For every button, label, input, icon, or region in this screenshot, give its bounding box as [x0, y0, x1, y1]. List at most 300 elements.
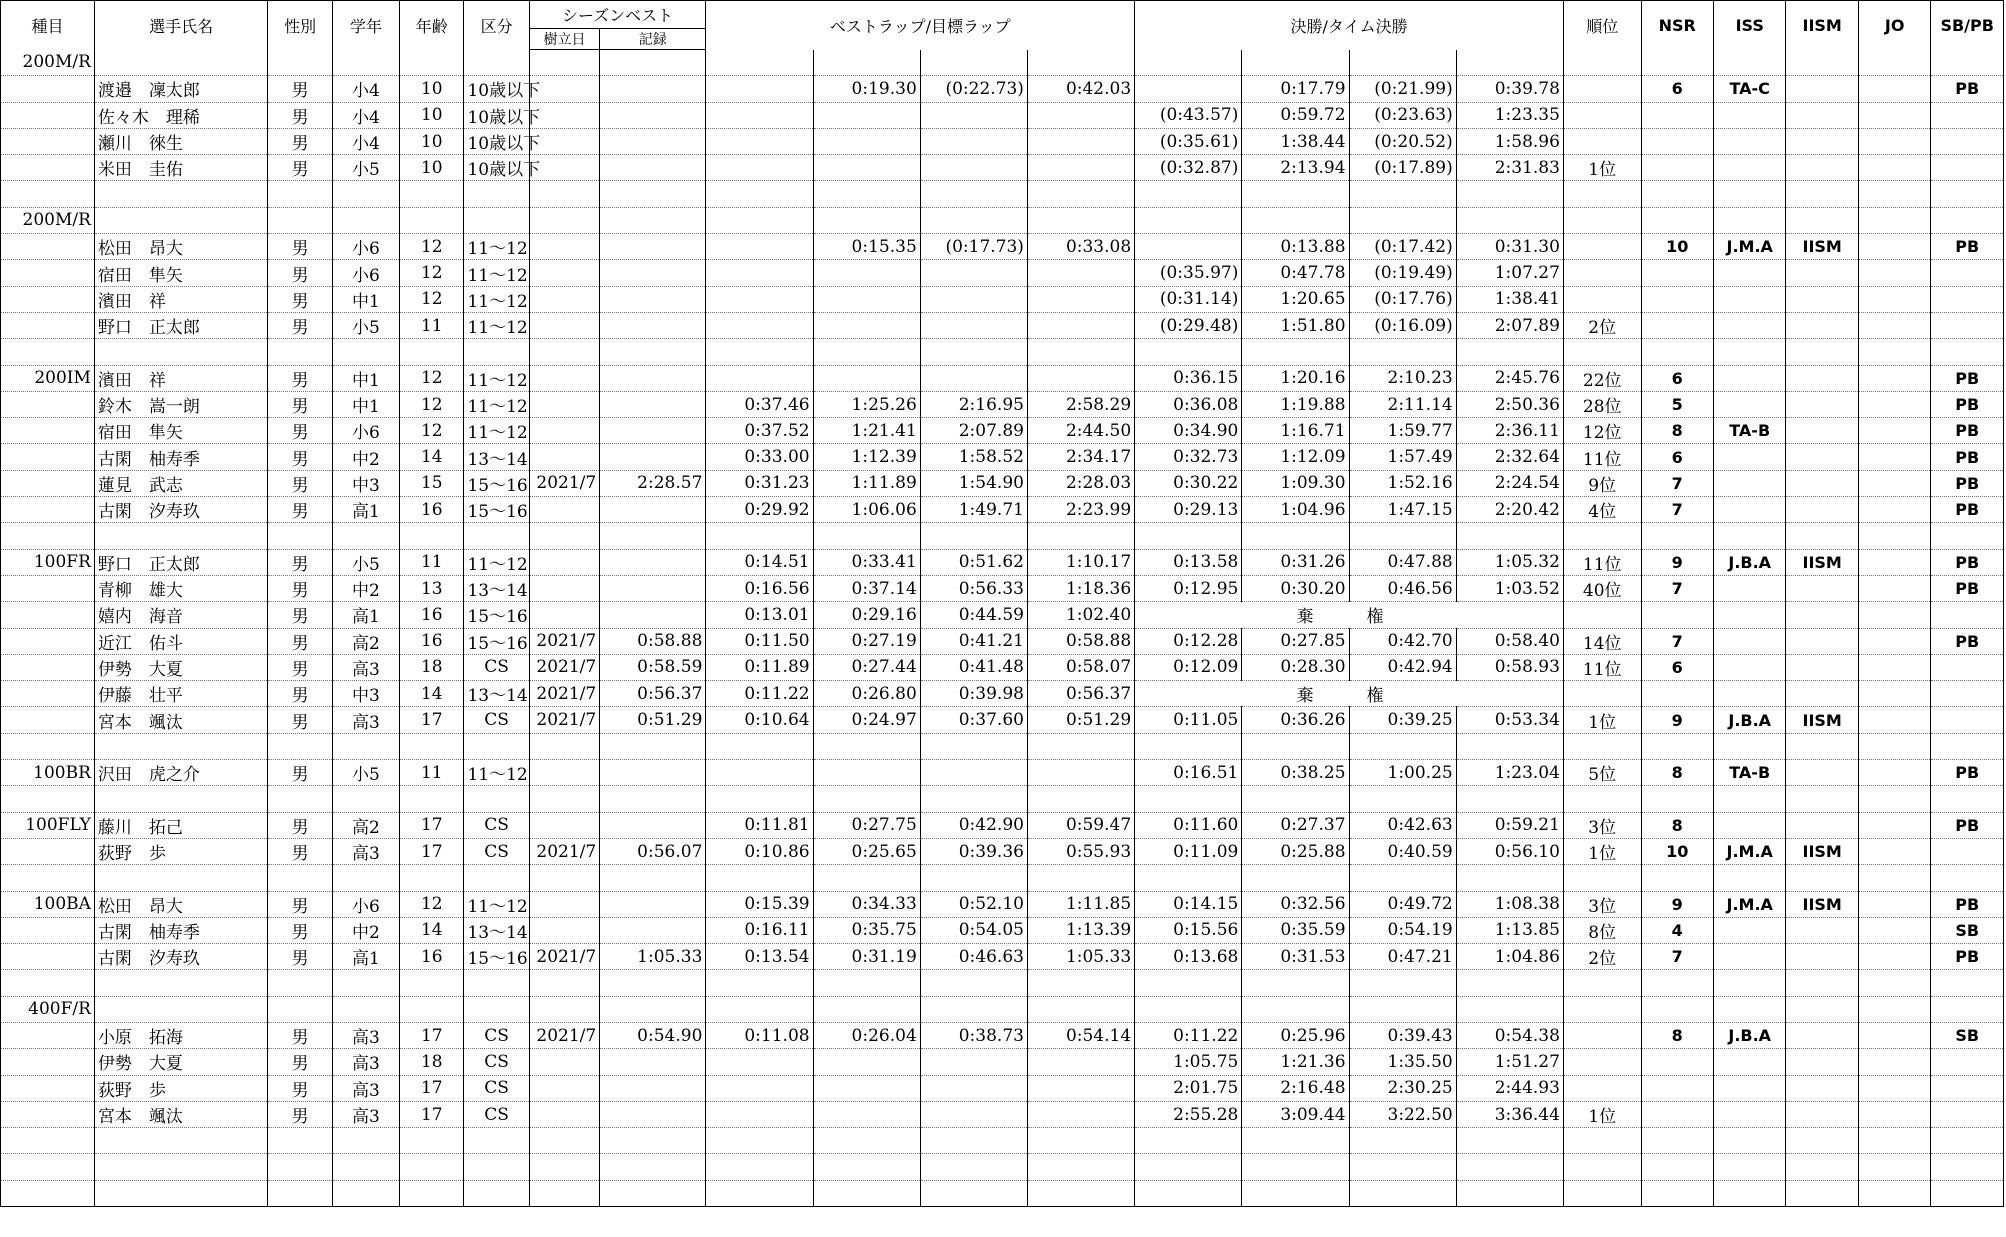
final-cell: 0:35.59 [1242, 917, 1349, 943]
sbpb-cell [1931, 260, 2004, 286]
iss-cell [1713, 102, 1785, 128]
iss-cell [1713, 654, 1785, 680]
final-cell [1456, 1180, 1563, 1206]
nsr-cell [1641, 50, 1713, 76]
header-sbpb: SB/PB [1931, 1, 2004, 50]
rank-cell: 40位 [1563, 575, 1641, 601]
sex-cell [268, 1154, 332, 1180]
final-cell [1242, 339, 1349, 365]
sbpb-cell: PB [1931, 365, 2004, 391]
age-cell [400, 1154, 464, 1180]
lap-cell: 0:52.10 [920, 891, 1027, 917]
nsr-cell: 4 [1641, 917, 1713, 943]
lap-cell [920, 523, 1027, 549]
grade-cell [332, 207, 399, 233]
lap-cell [706, 1049, 813, 1075]
sb-date-cell [529, 996, 599, 1022]
lap-cell [920, 1101, 1027, 1127]
sb-record-cell [600, 207, 706, 233]
nsr-cell [1641, 1101, 1713, 1127]
lap-cell [920, 996, 1027, 1022]
jo-cell [1858, 996, 1930, 1022]
category-cell: 10歳以下 [464, 155, 529, 181]
iss-cell [1713, 602, 1785, 628]
lap-cell [706, 234, 813, 260]
event-cell [1, 444, 95, 470]
event-cell [1, 181, 95, 207]
age-cell: 11 [400, 312, 464, 338]
sb-date-cell [529, 365, 599, 391]
sex-cell: 男 [268, 628, 332, 654]
grade-cell: 中2 [332, 917, 399, 943]
age-cell: 10 [400, 155, 464, 181]
lap-cell [813, 181, 920, 207]
header-iss: ISS [1713, 1, 1785, 50]
iss-cell: TA-C [1713, 76, 1785, 102]
final-cell [1349, 1128, 1456, 1154]
category-cell: 13～14 [464, 917, 529, 943]
sb-date-cell [529, 812, 599, 838]
lap-cell [813, 128, 920, 154]
event-cell [1, 917, 95, 943]
category-cell: 11～12 [464, 891, 529, 917]
final-cell: 0:12.28 [1135, 628, 1242, 654]
sbpb-cell [1931, 602, 2004, 628]
rank-cell [1563, 733, 1641, 759]
final-cell [1242, 523, 1349, 549]
final-cell: 0:39.25 [1349, 707, 1456, 733]
sb-date-cell [529, 865, 599, 891]
lap-cell [920, 786, 1027, 812]
category-cell [464, 1128, 529, 1154]
final-cell [1456, 865, 1563, 891]
jo-cell [1858, 1075, 1930, 1101]
event-cell [1, 1180, 95, 1206]
header-name: 選手氏名 [94, 1, 268, 50]
final-cell [1242, 207, 1349, 233]
lap-cell [706, 786, 813, 812]
final-cell: 0:11.09 [1135, 838, 1242, 864]
nsr-cell [1641, 865, 1713, 891]
rank-cell [1563, 865, 1641, 891]
lap-cell: 2:07.89 [920, 418, 1027, 444]
table-row [1, 418, 2004, 444]
iism-cell [1786, 917, 1858, 943]
final-cell [1135, 76, 1242, 102]
event-cell [1, 102, 95, 128]
lap-cell [706, 312, 813, 338]
category-cell: 15～16 [464, 944, 529, 970]
final-cell: 0:31.30 [1456, 234, 1563, 260]
sbpb-cell [1931, 102, 2004, 128]
iss-cell [1713, 391, 1785, 417]
name-cell: 野口 正太郎 [94, 312, 268, 338]
sb-record-cell [600, 497, 706, 523]
event-cell: 100BA [1, 891, 95, 917]
sbpb-cell: PB [1931, 470, 2004, 496]
lap-cell: 0:44.59 [920, 602, 1027, 628]
final-cell: 0:11.22 [1135, 1022, 1242, 1048]
nsr-cell [1641, 602, 1713, 628]
rank-cell: 1位 [1563, 155, 1641, 181]
jo-cell [1858, 365, 1930, 391]
final-cell [1242, 970, 1349, 996]
sex-cell: 男 [268, 602, 332, 628]
grade-cell: 中1 [332, 286, 399, 312]
jo-cell [1858, 838, 1930, 864]
nsr-cell: 7 [1641, 944, 1713, 970]
iism-cell [1786, 286, 1858, 312]
iism-cell [1786, 1049, 1858, 1075]
lap-cell [813, 1049, 920, 1075]
sex-cell: 男 [268, 234, 332, 260]
sbpb-cell [1931, 970, 2004, 996]
final-cell [1456, 733, 1563, 759]
sb-record-cell [600, 444, 706, 470]
final-cell [1456, 207, 1563, 233]
final-cell: 1:07.27 [1456, 260, 1563, 286]
age-cell: 12 [400, 418, 464, 444]
nsr-cell: 8 [1641, 812, 1713, 838]
final-cell [1135, 970, 1242, 996]
sbpb-cell [1931, 681, 2004, 707]
sb-record-cell [600, 155, 706, 181]
event-cell [1, 575, 95, 601]
sbpb-cell: SB [1931, 917, 2004, 943]
event-cell [1, 339, 95, 365]
iss-cell [1713, 497, 1785, 523]
grade-cell: 小4 [332, 128, 399, 154]
sb-record-cell: 2:28.57 [600, 470, 706, 496]
iss-cell: J.B.A [1713, 549, 1785, 575]
lap-cell: 1:06.06 [813, 497, 920, 523]
name-cell: 瀬川 徠生 [94, 128, 268, 154]
lap-cell [813, 1180, 920, 1206]
iism-cell [1786, 497, 1858, 523]
category-cell: CS [464, 654, 529, 680]
iss-cell: J.B.A [1713, 707, 1785, 733]
table-row [1, 917, 2004, 943]
final-cell: 0:47.78 [1242, 260, 1349, 286]
event-cell [1, 1101, 95, 1127]
iism-cell [1786, 50, 1858, 76]
header-iism: IISM [1786, 1, 1858, 50]
sb-date-cell [529, 523, 599, 549]
sb-date-cell: 2021/7 [529, 838, 599, 864]
lap-cell: 1:58.52 [920, 444, 1027, 470]
sb-record-cell: 0:56.07 [600, 838, 706, 864]
rank-cell: 14位 [1563, 628, 1641, 654]
iism-cell [1786, 1075, 1858, 1101]
iss-cell [1713, 339, 1785, 365]
grade-cell [332, 1128, 399, 1154]
iss-cell [1713, 470, 1785, 496]
iism-cell [1786, 391, 1858, 417]
iss-cell [1713, 628, 1785, 654]
event-cell [1, 128, 95, 154]
lap-cell: 0:29.16 [813, 602, 920, 628]
final-cell: 1:19.88 [1242, 391, 1349, 417]
grade-cell [332, 970, 399, 996]
final-cell: 0:42.63 [1349, 812, 1456, 838]
lap-cell: 1:54.90 [920, 470, 1027, 496]
lap-cell: 0:13.54 [706, 944, 813, 970]
sex-cell [268, 733, 332, 759]
final-cell: 1:09.30 [1242, 470, 1349, 496]
final-cell: 1:23.04 [1456, 760, 1563, 786]
sb-date-cell [529, 339, 599, 365]
iss-cell [1713, 786, 1785, 812]
final-cell [1456, 970, 1563, 996]
jo-cell [1858, 391, 1930, 417]
final-cell [1349, 1180, 1456, 1206]
sb-record-cell [600, 812, 706, 838]
nsr-cell: 9 [1641, 891, 1713, 917]
grade-cell: 小6 [332, 260, 399, 286]
sex-cell: 男 [268, 418, 332, 444]
lap-cell: 0:14.51 [706, 549, 813, 575]
iism-cell [1786, 733, 1858, 759]
lap-cell: 0:31.23 [706, 470, 813, 496]
event-cell [1, 786, 95, 812]
sex-cell: 男 [268, 549, 332, 575]
sbpb-cell: PB [1931, 497, 2004, 523]
jo-cell [1858, 917, 1930, 943]
rank-cell [1563, 1022, 1641, 1048]
final-cell [1349, 50, 1456, 76]
iss-cell [1713, 365, 1785, 391]
lap-cell: (0:17.73) [920, 234, 1027, 260]
final-cell [1242, 1154, 1349, 1180]
name-cell [94, 1154, 268, 1180]
rank-cell [1563, 970, 1641, 996]
final-cell [1135, 207, 1242, 233]
lap-cell: 0:27.75 [813, 812, 920, 838]
sex-cell: 男 [268, 1101, 332, 1127]
lap-cell [706, 970, 813, 996]
header-nsr: NSR [1641, 1, 1713, 50]
table-row [1, 470, 2004, 496]
sb-date-cell [529, 391, 599, 417]
nsr-cell [1641, 1075, 1713, 1101]
sbpb-cell [1931, 286, 2004, 312]
nsr-cell: 5 [1641, 391, 1713, 417]
name-cell [94, 786, 268, 812]
final-cell: 1:38.44 [1242, 128, 1349, 154]
table-row [1, 234, 2004, 260]
iism-cell [1786, 207, 1858, 233]
nsr-cell [1641, 1154, 1713, 1180]
age-cell [400, 50, 464, 76]
category-cell: 11～12 [464, 312, 529, 338]
final-cell [1349, 523, 1456, 549]
lap-cell [1027, 760, 1134, 786]
final-cell: 1:52.16 [1349, 470, 1456, 496]
sbpb-cell: PB [1931, 391, 2004, 417]
rank-cell [1563, 128, 1641, 154]
grade-cell [332, 50, 399, 76]
sex-cell [268, 1128, 332, 1154]
nsr-cell: 7 [1641, 497, 1713, 523]
event-cell [1, 707, 95, 733]
final-cell: (0:43.57) [1135, 102, 1242, 128]
grade-cell: 高3 [332, 1022, 399, 1048]
lap-cell [706, 50, 813, 76]
grade-cell [332, 786, 399, 812]
lap-cell [1027, 260, 1134, 286]
sb-date-cell: 2021/7 [529, 1022, 599, 1048]
event-cell [1, 733, 95, 759]
age-cell [400, 1180, 464, 1206]
table-row [1, 260, 2004, 286]
iism-cell [1786, 339, 1858, 365]
grade-cell: 小5 [332, 312, 399, 338]
iss-cell [1713, 181, 1785, 207]
sb-date-cell [529, 1075, 599, 1101]
final-cell [1135, 996, 1242, 1022]
sb-record-cell [600, 181, 706, 207]
final-cell: 0:12.95 [1135, 575, 1242, 601]
final-cell [1456, 181, 1563, 207]
event-cell [1, 838, 95, 864]
age-cell: 17 [400, 707, 464, 733]
sex-cell [268, 1180, 332, 1206]
jo-cell [1858, 1049, 1930, 1075]
rank-cell [1563, 181, 1641, 207]
lap-cell [813, 970, 920, 996]
sb-record-cell [600, 50, 706, 76]
sex-cell: 男 [268, 575, 332, 601]
nsr-cell [1641, 155, 1713, 181]
sb-record-cell [600, 575, 706, 601]
lap-cell: 0:16.56 [706, 575, 813, 601]
final-cell [1349, 339, 1456, 365]
lap-cell [813, 786, 920, 812]
jo-cell [1858, 207, 1930, 233]
grade-cell: 高3 [332, 1075, 399, 1101]
nsr-cell: 7 [1641, 575, 1713, 601]
lap-cell [813, 50, 920, 76]
sb-date-cell: 2021/7 [529, 470, 599, 496]
grade-cell: 中3 [332, 681, 399, 707]
iss-cell [1713, 128, 1785, 154]
sbpb-cell [1931, 1180, 2004, 1206]
final-cell: 0:39.43 [1349, 1022, 1456, 1048]
event-cell [1, 391, 95, 417]
age-cell: 12 [400, 891, 464, 917]
age-cell [400, 865, 464, 891]
name-cell: 濱田 祥 [94, 365, 268, 391]
lap-cell: 0:41.21 [920, 628, 1027, 654]
grade-cell: 小5 [332, 760, 399, 786]
lap-cell [1027, 207, 1134, 233]
rank-cell: 1位 [1563, 838, 1641, 864]
age-cell [400, 733, 464, 759]
age-cell [400, 970, 464, 996]
age-cell: 15 [400, 470, 464, 496]
rank-cell: 22位 [1563, 365, 1641, 391]
nsr-cell [1641, 102, 1713, 128]
final-cell: 1:21.36 [1242, 1049, 1349, 1075]
sex-cell [268, 996, 332, 1022]
category-cell: 11～12 [464, 760, 529, 786]
nsr-cell: 8 [1641, 418, 1713, 444]
lap-cell [1027, 102, 1134, 128]
lap-cell [1027, 181, 1134, 207]
lap-cell [920, 207, 1027, 233]
lap-cell [813, 365, 920, 391]
lap-cell: 0:26.04 [813, 1022, 920, 1048]
sex-cell [268, 786, 332, 812]
iism-cell [1786, 1180, 1858, 1206]
sex-cell: 男 [268, 838, 332, 864]
lap-cell: 1:18.36 [1027, 575, 1134, 601]
rank-cell [1563, 523, 1641, 549]
sbpb-cell [1931, 155, 2004, 181]
final-cell: 2:45.76 [1456, 365, 1563, 391]
lap-cell [1027, 733, 1134, 759]
final-cell [1349, 207, 1456, 233]
final-cell [1349, 1154, 1456, 1180]
lap-cell [920, 286, 1027, 312]
final-cell [1456, 50, 1563, 76]
category-cell: 10歳以下 [464, 102, 529, 128]
final-cell [1349, 865, 1456, 891]
header-row [1, 1, 2004, 29]
sb-date-cell [529, 418, 599, 444]
iism-cell: IISM [1786, 838, 1858, 864]
final-cell: 2:11.14 [1349, 391, 1456, 417]
final-cell: 0:13.88 [1242, 234, 1349, 260]
lap-cell [813, 312, 920, 338]
sb-record-cell [600, 1075, 706, 1101]
name-cell [94, 339, 268, 365]
nsr-cell [1641, 1049, 1713, 1075]
final-cell: (0:31.14) [1135, 286, 1242, 312]
age-cell: 12 [400, 365, 464, 391]
table-row [1, 681, 2004, 707]
sb-record-cell: 0:58.59 [600, 654, 706, 680]
final-cell: 0:13.68 [1135, 944, 1242, 970]
lap-cell [1027, 1154, 1134, 1180]
final-cell: 1:13.85 [1456, 917, 1563, 943]
event-cell [1, 470, 95, 496]
final-cell: 1:04.96 [1242, 497, 1349, 523]
sbpb-cell [1931, 312, 2004, 338]
final-cell: 2:07.89 [1456, 312, 1563, 338]
sbpb-cell [1931, 181, 2004, 207]
sex-cell [268, 523, 332, 549]
iism-cell: IISM [1786, 549, 1858, 575]
final-cell: 0:14.15 [1135, 891, 1242, 917]
lap-cell [1027, 970, 1134, 996]
sbpb-cell [1931, 1049, 2004, 1075]
final-cell: 1:03.52 [1456, 575, 1563, 601]
final-cell: 0:27.85 [1242, 628, 1349, 654]
final-cell: 2:50.36 [1456, 391, 1563, 417]
header-final: 決勝/タイム決勝 [1135, 1, 1564, 50]
sbpb-cell: PB [1931, 234, 2004, 260]
final-cell: 1:57.49 [1349, 444, 1456, 470]
final-cell: 0:58.40 [1456, 628, 1563, 654]
lap-cell [813, 760, 920, 786]
nsr-cell: 8 [1641, 760, 1713, 786]
lap-cell [813, 155, 920, 181]
final-cell [1135, 1180, 1242, 1206]
sb-date-cell [529, 1180, 599, 1206]
iss-cell [1713, 1180, 1785, 1206]
lap-cell: 0:26.80 [813, 681, 920, 707]
